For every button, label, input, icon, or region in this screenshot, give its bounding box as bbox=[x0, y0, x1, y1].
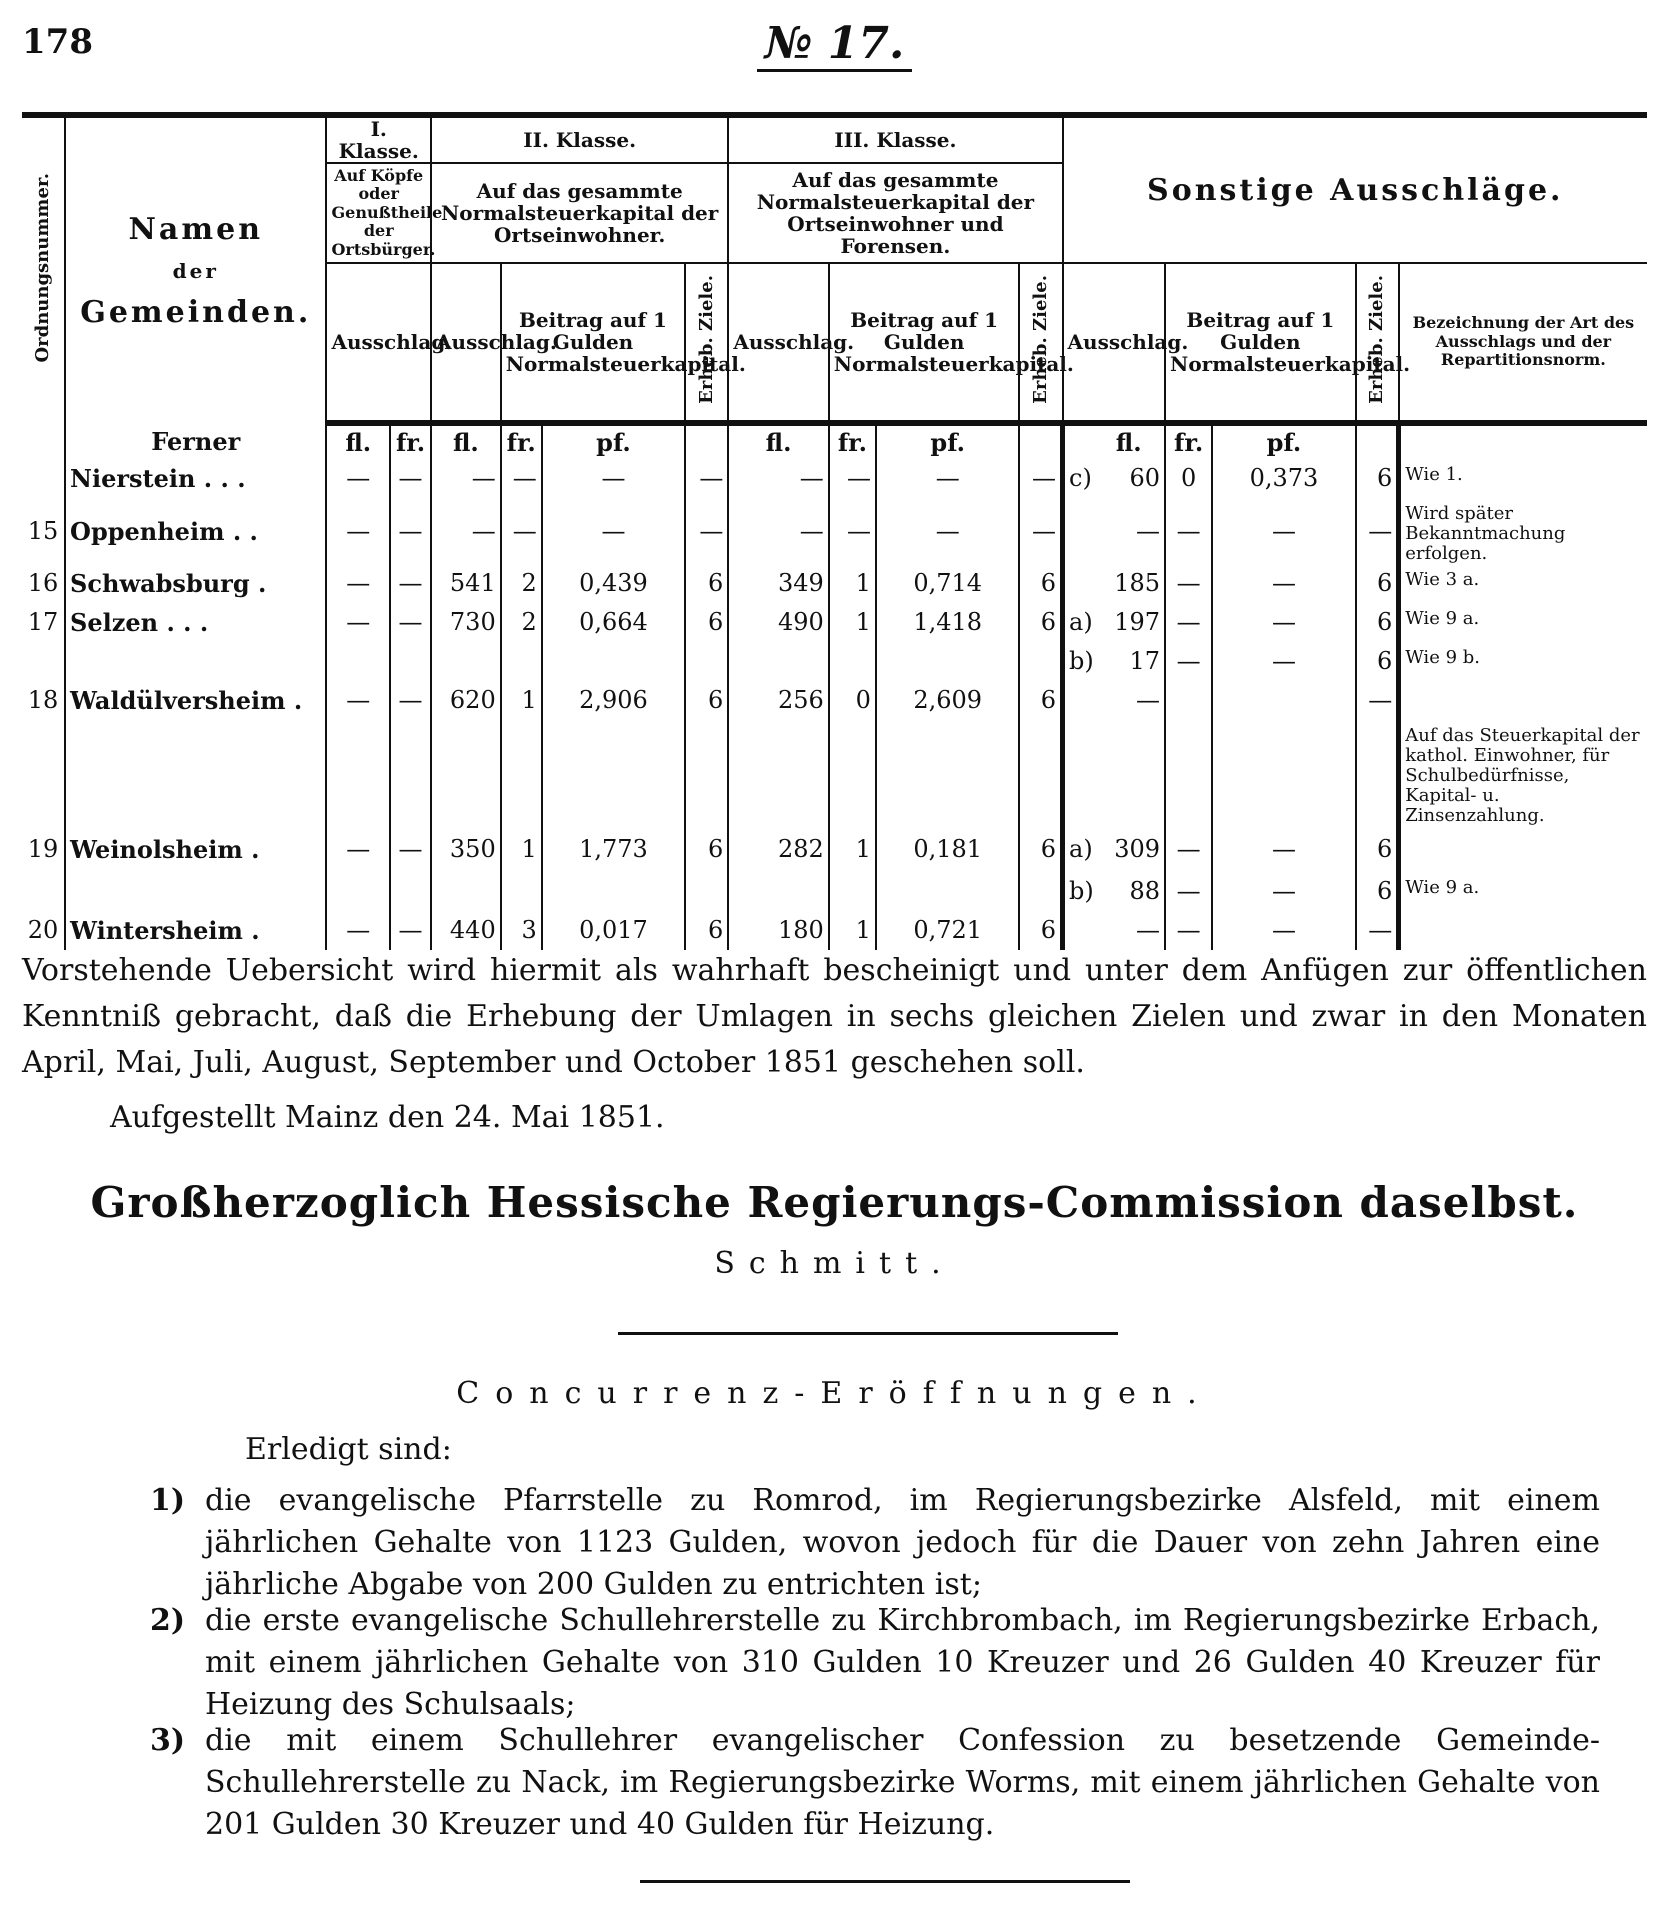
table-row bbox=[22, 564, 1647, 603]
cell-c1fl bbox=[326, 642, 390, 681]
cell-c3fr: — bbox=[829, 498, 876, 564]
cell-ol bbox=[1063, 681, 1094, 720]
cell-c2pf: 1,773 bbox=[542, 720, 686, 872]
cell-name bbox=[65, 872, 326, 911]
col-gemeinden bbox=[65, 115, 326, 423]
cell-c2pf: 0,017 bbox=[542, 911, 686, 950]
cell-c2fl bbox=[431, 872, 501, 911]
cell-note: Wie 1. bbox=[1399, 459, 1647, 498]
cell-c3fl: 256 bbox=[728, 681, 828, 720]
cell-c3pf: 0,714 bbox=[876, 564, 1020, 603]
cell-c3fl: — bbox=[728, 498, 828, 564]
col-ordnungsnummer: Ordnungsnummer. bbox=[22, 115, 65, 423]
cell-opf: — bbox=[1212, 603, 1356, 642]
item-number: 1) bbox=[150, 1483, 186, 1518]
cell-ol: c) bbox=[1063, 459, 1094, 498]
cell-c2z: 6 bbox=[685, 603, 728, 642]
class3-desc: Auf das gesammte Normalsteuerkapital der Ortseinwohner und Forensen. bbox=[728, 163, 1062, 263]
cell-c3pf: — bbox=[876, 459, 1020, 498]
cell-ofl: 17 bbox=[1129, 647, 1161, 675]
cell-no bbox=[22, 642, 65, 681]
issue-number bbox=[22, 18, 1647, 69]
cell-oz: — bbox=[1356, 911, 1399, 950]
cell-ol: a) bbox=[1063, 603, 1094, 642]
vacancy-item-1 bbox=[150, 1480, 1600, 1606]
class3-title: III. Klasse. bbox=[728, 115, 1062, 163]
cell-c2pf bbox=[542, 642, 686, 681]
cell-opf: — bbox=[1212, 720, 1356, 872]
cell-c2fr: 1 bbox=[501, 681, 542, 720]
cell-name: Nierstein . . . bbox=[65, 459, 326, 498]
cell-ofr: 0 bbox=[1165, 459, 1212, 498]
cell-note: Auf das Steuerkapital der kathol. Einwohner, für Schulbedürfnisse, Kapital- u. Zinsenzahlung. bbox=[1399, 720, 1647, 872]
cell-c2fr: 2 bbox=[501, 564, 542, 603]
table-row bbox=[22, 872, 1647, 911]
cell-c2pf: 0,664 bbox=[542, 603, 686, 642]
unit-fr: fr. bbox=[1165, 423, 1212, 459]
issue-number-text: № 17. bbox=[757, 18, 913, 72]
cell-c2fr: 3 bbox=[501, 911, 542, 950]
cell-c3pf: 0,181 bbox=[876, 720, 1020, 872]
dated-line: Aufgestellt Mainz den 24. Mai 1851. bbox=[110, 1100, 665, 1135]
table-row bbox=[22, 603, 1647, 642]
cell-oz: 6 bbox=[1356, 720, 1399, 872]
cell-oz: 6 bbox=[1356, 642, 1399, 681]
cell-ofl: 197 bbox=[1114, 608, 1161, 636]
cell-no: 19 bbox=[27, 835, 59, 863]
cell-oz: 6 bbox=[1356, 872, 1399, 911]
cell-c1fl: — bbox=[326, 603, 390, 642]
cell-no: 17 bbox=[27, 608, 59, 636]
cell-ofr: — bbox=[1165, 498, 1212, 564]
cell-c1fl: — bbox=[326, 681, 390, 720]
cell-c3fl: 490 bbox=[728, 603, 828, 642]
cell-c3z: — bbox=[1019, 459, 1062, 498]
cell-c3pf: — bbox=[876, 498, 1020, 564]
cell-c3fr: 1 bbox=[829, 720, 876, 872]
class1-title: I. Klasse. bbox=[326, 115, 431, 163]
cell-c2z bbox=[685, 872, 728, 911]
cell-c2z bbox=[685, 642, 728, 681]
class2-desc: Auf das gesammte Normalsteuerkapital der Ortseinwohner. bbox=[431, 163, 728, 263]
cell-no bbox=[22, 459, 65, 498]
cell-opf: — bbox=[1212, 498, 1356, 564]
cell-c3fl bbox=[728, 642, 828, 681]
table-row bbox=[22, 459, 1647, 498]
vacancy-item-2 bbox=[150, 1600, 1600, 1726]
col-names-line1: Namen bbox=[128, 211, 264, 247]
unit-fl: fl. bbox=[431, 423, 501, 459]
cell-c3fl: 180 bbox=[728, 911, 828, 950]
table-row bbox=[22, 911, 1647, 950]
cell-name: Schwabsburg . bbox=[65, 564, 326, 603]
cell-c1fr: — bbox=[390, 498, 431, 564]
cell-ol: b) bbox=[1063, 872, 1094, 911]
table-body bbox=[22, 423, 1647, 950]
cell-c3z: — bbox=[1019, 498, 1062, 564]
cell-c2fr: — bbox=[501, 498, 542, 564]
cell-ol bbox=[1063, 498, 1094, 564]
class3-ziele: Erheb. Ziele. bbox=[1019, 263, 1062, 423]
notice-paragraph: Vorstehende Uebersicht wird hiermit als wahrhaft bescheinigt und unter dem Anfügen zur öffentlichen Kenntniß gebracht, daß die Erhebung der Umlagen in sechs gleichen Zielen und zwar in den Monaten April, Mai, Juli, August, September und October 1851 geschehen soll. bbox=[22, 953, 1647, 1080]
unit-fr: fr. bbox=[390, 423, 431, 459]
cell-c3z: 6 bbox=[1019, 911, 1062, 950]
cell-note: Wie 9 a. bbox=[1399, 603, 1647, 642]
cell-ofl: — bbox=[1136, 686, 1161, 714]
cell-ofl: — bbox=[1136, 916, 1161, 944]
cell-c1fr: — bbox=[390, 681, 431, 720]
cell-c2pf: 0,439 bbox=[542, 564, 686, 603]
section-title: Concurrenz-Eröffnungen. bbox=[456, 1376, 1213, 1411]
cell-c2fl: 730 bbox=[431, 603, 501, 642]
cell-name: Wintersheim . bbox=[65, 911, 326, 950]
cell-oz: — bbox=[1356, 681, 1399, 720]
cell-c3fr: — bbox=[829, 459, 876, 498]
vacancy-item-3 bbox=[150, 1720, 1600, 1846]
cell-c3z: 6 bbox=[1019, 564, 1062, 603]
cell-no bbox=[22, 872, 65, 911]
cell-c3fr: 1 bbox=[829, 603, 876, 642]
cell-ol: a) bbox=[1063, 720, 1094, 872]
cell-ofr: — bbox=[1165, 642, 1212, 681]
issuing-authority: Großherzoglich Hessische Regierungs-Commission daselbst. bbox=[90, 1178, 1579, 1227]
cell-c2fl bbox=[431, 642, 501, 681]
table-row bbox=[22, 720, 1647, 872]
cell-no: 15 bbox=[27, 516, 59, 545]
cell-c3z: 6 bbox=[1019, 603, 1062, 642]
table-row bbox=[22, 642, 1647, 681]
cell-c3pf bbox=[876, 642, 1020, 681]
cell-opf bbox=[1212, 681, 1356, 720]
other-title: Sonstige Ausschläge. bbox=[1063, 115, 1647, 263]
cell-c1fl: — bbox=[326, 720, 390, 872]
cell-name: Waldülversheim . bbox=[65, 681, 326, 720]
cell-c1fl: — bbox=[326, 498, 390, 564]
cell-no: 20 bbox=[27, 916, 59, 944]
page-number: 178 bbox=[22, 22, 93, 62]
class3-ausschlag: Ausschlag. bbox=[728, 263, 828, 423]
col-names-line2: der bbox=[172, 258, 219, 283]
cell-c3pf: 2,609 bbox=[876, 681, 1020, 720]
other-beitrag: Beitrag auf 1 Gulden Normalsteuerkapital. bbox=[1165, 263, 1356, 423]
cell-ol bbox=[1063, 564, 1094, 603]
item-text: die mit einem Schullehrer evangelischer Confession zu besetzende Gemeinde-Schullehrerstelle zu Nack, im Regierungsbezirke Worms, mit einem jährlichen Gehalte von 201 Gulden 30 Kreuzer und 40 Gulden für Heizung. bbox=[205, 1723, 1600, 1842]
bottom-rule bbox=[640, 1880, 1130, 1883]
cell-c2fr bbox=[501, 872, 542, 911]
other-ziele: Erheb. Ziele. bbox=[1356, 263, 1399, 423]
item-number: 2) bbox=[150, 1603, 186, 1638]
cell-c1fr: — bbox=[390, 603, 431, 642]
cell-c2pf: — bbox=[542, 459, 686, 498]
cell-ofl: 88 bbox=[1129, 877, 1161, 905]
cell-c2fl: — bbox=[431, 459, 501, 498]
class2-ziele: Erheb. Ziele. bbox=[685, 263, 728, 423]
cell-note bbox=[1399, 681, 1647, 720]
cell-c3pf: 0,721 bbox=[876, 911, 1020, 950]
cell-c3fr bbox=[829, 872, 876, 911]
cell-oz: 6 bbox=[1356, 459, 1399, 498]
cell-c2z: — bbox=[685, 498, 728, 564]
class2-beitrag: Beitrag auf 1 Gulden Normalsteuerkapital. bbox=[501, 263, 686, 423]
section-intro: Erledigt sind: bbox=[245, 1432, 452, 1467]
cell-c3fl: — bbox=[728, 459, 828, 498]
other-ausschlag: Ausschlag. bbox=[1063, 263, 1166, 423]
cell-name: Weinolsheim . bbox=[65, 720, 326, 872]
ferner-label: Ferner bbox=[65, 423, 326, 459]
units-row bbox=[22, 423, 1647, 459]
cell-c1fr: — bbox=[390, 720, 431, 872]
cell-ofr: — bbox=[1165, 564, 1212, 603]
cell-c2fl: 541 bbox=[431, 564, 501, 603]
cell-note: Wird später Bekanntmachung erfolgen. bbox=[1399, 498, 1647, 564]
cell-c2fr bbox=[501, 642, 542, 681]
cell-ofr: — bbox=[1165, 872, 1212, 911]
cell-c2z: 6 bbox=[685, 564, 728, 603]
unit-pf: pf. bbox=[876, 423, 1020, 459]
unit-pf: pf. bbox=[542, 423, 686, 459]
cell-c3fl: 349 bbox=[728, 564, 828, 603]
cell-c2fl: 350 bbox=[431, 720, 501, 872]
unit-fr: fr. bbox=[829, 423, 876, 459]
cell-ol: b) bbox=[1063, 642, 1094, 681]
cell-c2fr: 2 bbox=[501, 603, 542, 642]
cell-c2pf bbox=[542, 872, 686, 911]
cell-note: Wie 3 a. bbox=[1399, 564, 1647, 603]
cell-c2fl: 620 bbox=[431, 681, 501, 720]
cell-c2z: — bbox=[685, 459, 728, 498]
cell-c1fl: — bbox=[326, 459, 390, 498]
cell-c2z: 6 bbox=[685, 911, 728, 950]
other-bezeichnung: Bezeichnung der Art des Ausschlags und der Repartitionsnorm. bbox=[1399, 263, 1647, 423]
table-row bbox=[22, 681, 1647, 720]
unit-fl: fl. bbox=[728, 423, 828, 459]
cell-c3fr: 0 bbox=[829, 681, 876, 720]
cell-c1fr bbox=[390, 642, 431, 681]
cell-c1fl bbox=[326, 872, 390, 911]
cell-name: Selzen . . . bbox=[65, 603, 326, 642]
item-text: die evangelische Pfarrstelle zu Romrod, im Regierungsbezirke Alsfeld, mit einem jährlichen Gehalte von 1123 Gulden, wovon jedoch für die Dauer von zehn Jahren eine jährliche Abgabe von 200 Gulden zu entrichten ist; bbox=[205, 1483, 1600, 1602]
cell-c2fr: 1 bbox=[501, 720, 542, 872]
cell-c3z: 6 bbox=[1019, 720, 1062, 872]
cell-c3z bbox=[1019, 642, 1062, 681]
cell-note: Wie 9 a. bbox=[1399, 872, 1647, 911]
cell-ofr bbox=[1165, 681, 1212, 720]
cell-c2pf: 2,906 bbox=[542, 681, 686, 720]
item-number: 3) bbox=[150, 1723, 186, 1758]
cell-opf: 0,373 bbox=[1212, 459, 1356, 498]
cell-ofl: 60 bbox=[1129, 464, 1161, 492]
cell-opf: — bbox=[1212, 564, 1356, 603]
cell-c2z: 6 bbox=[685, 720, 728, 872]
levy-table bbox=[22, 112, 1647, 950]
cell-c2fl: — bbox=[431, 498, 501, 564]
cell-c1fr: — bbox=[390, 459, 431, 498]
cell-ofl: 185 bbox=[1114, 569, 1161, 597]
cell-note bbox=[1399, 911, 1647, 950]
cell-c2fr: — bbox=[501, 459, 542, 498]
cell-c3z: 6 bbox=[1019, 681, 1062, 720]
cell-ofr: — bbox=[1165, 603, 1212, 642]
item-text: die erste evangelische Schullehrerstelle zu Kirchbrombach, im Regierungsbezirke Erbach, mit einem jährlichen Gehalte von 310 Gulden 10 Kreuzer und 26 Gulden 40 Kreuzer für Heizung des Schulsaals; bbox=[205, 1603, 1600, 1722]
cell-c2z: 6 bbox=[685, 681, 728, 720]
cell-opf: — bbox=[1212, 642, 1356, 681]
cell-c1fr: — bbox=[390, 911, 431, 950]
cell-ofr: — bbox=[1165, 911, 1212, 950]
cell-c3z bbox=[1019, 872, 1062, 911]
unit-fl: fl. bbox=[1115, 428, 1142, 457]
cell-no: 18 bbox=[27, 686, 59, 714]
cell-c3pf: 1,418 bbox=[876, 603, 1020, 642]
cell-c3fl bbox=[728, 872, 828, 911]
cell-c3fr bbox=[829, 642, 876, 681]
divider-rule bbox=[618, 1332, 1118, 1335]
class2-ausschlag: Ausschlag. bbox=[431, 263, 501, 423]
cell-opf: — bbox=[1212, 911, 1356, 950]
unit-fl: fl. bbox=[326, 423, 390, 459]
cell-oz: 6 bbox=[1356, 564, 1399, 603]
cell-c2pf: — bbox=[542, 498, 686, 564]
class1-ausschlag: Ausschlag. bbox=[326, 263, 431, 423]
cell-note: Wie 9 b. bbox=[1399, 642, 1647, 681]
cell-ofl: — bbox=[1136, 516, 1161, 545]
cell-c3fl: 282 bbox=[728, 720, 828, 872]
cell-ol bbox=[1063, 911, 1094, 950]
class1-desc: Auf Köpfe oder Genußtheile der Ortsbürger. bbox=[326, 163, 431, 263]
cell-name bbox=[65, 642, 326, 681]
cell-opf: — bbox=[1212, 872, 1356, 911]
cell-name: Oppenheim . . bbox=[65, 498, 326, 564]
cell-c1fl: — bbox=[326, 564, 390, 603]
cell-ofl: 309 bbox=[1114, 835, 1161, 863]
cell-c1fl: — bbox=[326, 911, 390, 950]
col-names-line3: Gemeinden. bbox=[80, 294, 312, 330]
cell-c3fr: 1 bbox=[829, 911, 876, 950]
cell-c2fl: 440 bbox=[431, 911, 501, 950]
cell-c1fr: — bbox=[390, 564, 431, 603]
unit-fr: fr. bbox=[501, 423, 542, 459]
cell-oz: — bbox=[1356, 498, 1399, 564]
class2-title: II. Klasse. bbox=[431, 115, 728, 163]
class3-beitrag: Beitrag auf 1 Gulden Normalsteuerkapital. bbox=[829, 263, 1020, 423]
table-row bbox=[22, 498, 1647, 564]
unit-pf: pf. bbox=[1212, 423, 1356, 459]
cell-c1fr bbox=[390, 872, 431, 911]
signer-name: Schmitt. bbox=[714, 1246, 955, 1281]
cell-oz: 6 bbox=[1356, 603, 1399, 642]
cell-c3fr: 1 bbox=[829, 564, 876, 603]
page-header bbox=[22, 18, 1647, 68]
cell-no: 16 bbox=[27, 569, 59, 597]
cell-c3pf bbox=[876, 872, 1020, 911]
cell-ofr: — bbox=[1165, 720, 1212, 872]
